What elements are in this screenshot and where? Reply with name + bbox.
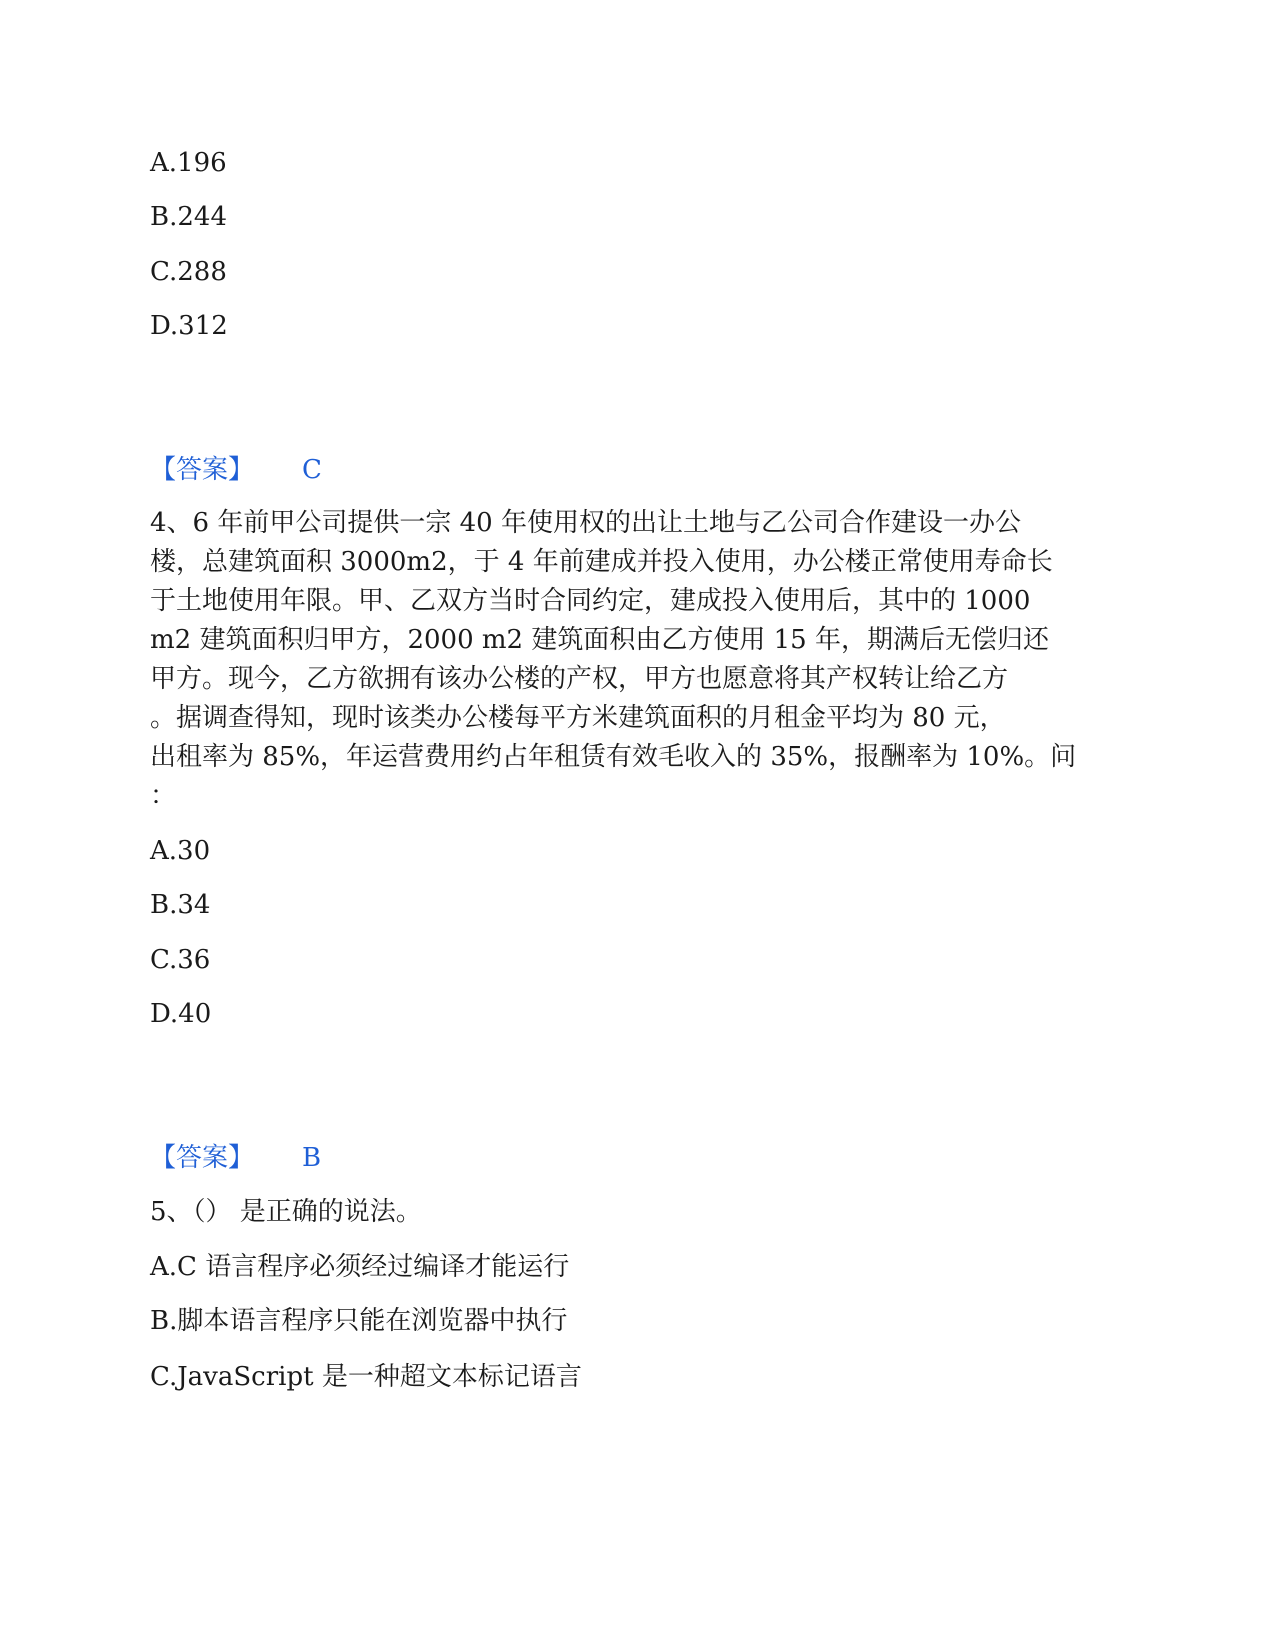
- q3-option-a: A.196: [150, 148, 227, 178]
- q4-stem-line-2: 楼，总建筑面积 3000m2，于 4 年前建成并投入使用，办公楼正常使用寿命长: [150, 547, 1053, 577]
- q4-stem-line-8: ：: [150, 781, 177, 811]
- answer-value: C: [302, 455, 322, 485]
- q4-option-d: D.40: [150, 999, 212, 1029]
- q4-stem-line-6: 。据调查得知，现时该类办公楼每平方米建筑面积的月租金平均为 80 元，: [150, 703, 1006, 733]
- q4-stem-line-7: 出租率为 85%，年运营费用约占年租赁有效毛收入的 35%，报酬率为 10%。问: [150, 742, 1077, 772]
- q5-option-a: A.C 语言程序必须经过编译才能运行: [150, 1252, 570, 1282]
- answer-tag: 【答案】: [150, 455, 255, 485]
- q5-stem: 5、（） 是正确的说法。: [150, 1197, 422, 1227]
- q3-option-c: C.288: [150, 257, 227, 287]
- q4-answer: [150, 1140, 321, 1176]
- q3-answer: [150, 452, 322, 488]
- q5-option-b: B.脚本语言程序只能在浏览器中执行: [150, 1306, 568, 1336]
- q4-stem-line-5: 甲方。现今，乙方欲拥有该办公楼的产权，甲方也愿意将其产权转让给乙方: [150, 664, 1009, 694]
- q4-option-a: A.30: [150, 836, 211, 866]
- q3-option-b: B.244: [150, 202, 227, 232]
- answer-tag: 【答案】: [150, 1143, 255, 1173]
- answer-value: B: [302, 1143, 322, 1173]
- q5-option-c: C.JavaScript 是一种超文本标记语言: [150, 1362, 582, 1392]
- q4-stem-line-4: m2 建筑面积归甲方，2000 m2 建筑面积由乙方使用 15 年，期满后无偿归还: [150, 625, 1049, 655]
- q4-stem-line-3: 于土地使用年限。甲、乙双方当时合同约定，建成投入使用后，其中的 1000: [150, 586, 1031, 616]
- q4-stem-line-1: 4、6 年前甲公司提供一宗 40 年使用权的出让土地与乙公司合作建设一办公: [150, 508, 1021, 538]
- q3-option-d: D.312: [150, 311, 228, 341]
- q4-option-b: B.34: [150, 890, 211, 920]
- q4-option-c: C.36: [150, 945, 211, 975]
